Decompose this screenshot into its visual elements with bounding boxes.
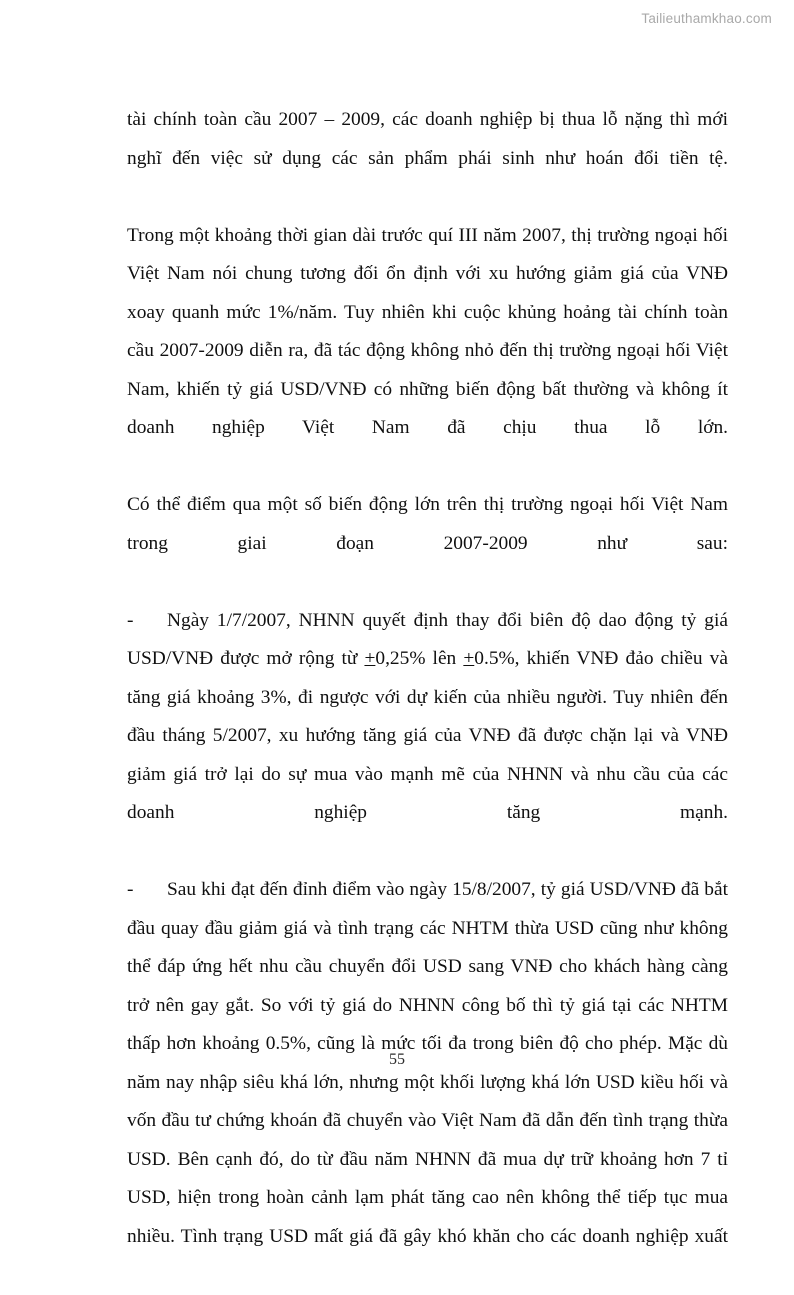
- list-item-bullet-2007-08-15: [127, 871, 728, 1295]
- bullet-marker: -: [127, 609, 134, 631]
- paragraph-forex-market-overview: Trong một khoảng thời gian dài trước quí III năm 2007, thị trường ngoại hối Việt Nam nói chung tương đối ổn định với xu hướng giảm giá của VNĐ xoay quanh mức 1%/năm. Tuy nhiên khi cuộc khủng hoảng tài chính toàn cầu 2007-2009 diễn ra, đã tác động không nhỏ đến thị trường ngoại hối Việt Nam, khiến tỷ giá USD/VNĐ có những biến động bất thường và không ít doanh nghiệp Việt Nam đã chịu thua lỗ lớn.: [127, 224, 728, 438]
- bullet-marker: -: [127, 879, 134, 900]
- document-body: [127, 101, 728, 1295]
- plus-minus-symbol: +: [463, 648, 475, 669]
- paragraph-summary-intro: Có thể điểm qua một số biến động lớn trên thị trường ngoại hối Việt Nam trong giai đoạn 2007-2009 như sau:: [127, 494, 728, 554]
- list-item-bullet-2007-07-01: [127, 602, 728, 872]
- watermark-label: Tailieuthamkhao.com: [641, 11, 772, 26]
- plus-minus-symbol: +: [364, 648, 376, 669]
- paragraph-continuation: tài chính toàn cầu 2007 – 2009, các doanh nghiệp bị thua lỗ nặng thì mới nghĩ đến việc sử dụng các sản phẩm phái sinh như hoán đổi tiền tệ.: [127, 109, 728, 169]
- bullet-text: Ngày 1/7/2007, NHNN quyết định thay đổi biên độ dao động tỷ giá USD/VNĐ được mở rộng từ +0,25% lên +0.5%, khiến VNĐ đảo chiều và tăng giá khoảng 3%, đi ngược với dự kiến của nhiều người. Tuy nhiên đến đầu tháng 5/2007, xu hướng tăng giá của VNĐ đã được chặn lại và VNĐ giảm giá trở lại do sự mua vào mạnh mẽ của NHNN và nhu cầu của các doanh nghiệp tăng mạnh.: [127, 609, 728, 823]
- bullet-text: Sau khi đạt đến đỉnh điểm vào ngày 15/8/2007, tỷ giá USD/VNĐ đã bắt đầu quay đầu giảm giá và tình trạng các NHTM thừa USD cũng như không thể đáp ứng hết nhu cầu chuyển đổi USD sang VNĐ cho khách hàng càng trở nên gay gắt. So với tỷ giá do NHNN công bố thì tỷ giá tại các NHTM thấp hơn khoảng 0.5%, cũng là mức tối đa trong biên độ cho phép. Mặc dù năm nay nhập siêu khá lớn, nhưng một khối lượng khá lớn USD kiều hối và vốn đầu tư chứng khoán đã chuyển vào Việt Nam đã dẫn đến tình trạng thừa USD. Bên cạnh đó, do từ đầu năm NHNN đã mua dự trữ khoảng hơn 7 tỉ USD, hiện trong hoàn cảnh lạm phát tăng cao nên không thể tiếp tục mua nhiều. Tình trạng USD mất giá đã gây khó khăn cho các doanh nghiệp xuất: [127, 879, 728, 1247]
- page-number: 55: [389, 1051, 405, 1068]
